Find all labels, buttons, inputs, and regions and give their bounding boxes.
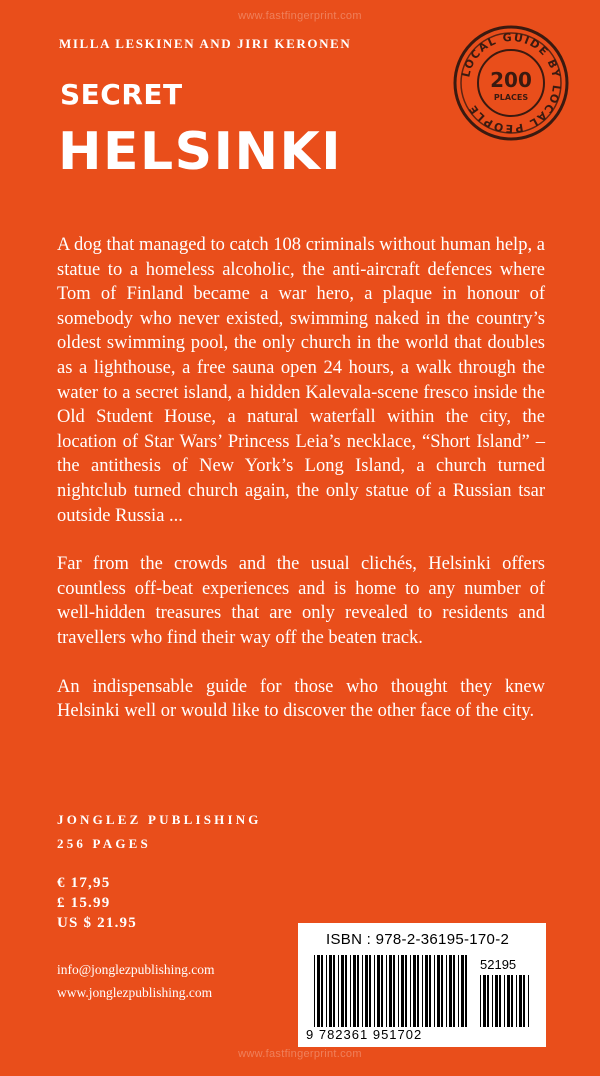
blurb — [57, 233, 545, 748]
isbn-number: ISBN : 978-2-36195-170-2 — [326, 931, 510, 948]
book-title: HELSINKI — [58, 122, 343, 182]
publisher-name: JONGLEZ PUBLISHING — [57, 812, 262, 827]
blurb-paragraph-3: An indispensable guide for those who thought they knew Helsinki well or would like to discover the other face of the city. — [57, 676, 545, 722]
price-code: 52195 — [480, 957, 517, 972]
ean-barcode-icon — [312, 955, 472, 1027]
price-barcode-icon — [478, 975, 534, 1027]
price-euro: € 17,95 — [57, 875, 111, 891]
price-pound: £ 15.99 — [57, 895, 111, 911]
stamp-count-label: PLACES — [493, 93, 529, 102]
blurb-paragraph-2: Far from the crowds and the usual clichés, Helsinki offers countless off-beat experiences and is home to any number of well-hidden treasures that are only revealed to residents and travellers who find their way off the beaten track. — [57, 554, 545, 648]
authors: MILLA LESKINEN AND JIRI KERONEN — [59, 36, 352, 51]
barcode-panel — [298, 923, 546, 1047]
page-count: 256 PAGES — [57, 836, 151, 851]
contact-website: www.jonglezpublishing.com — [57, 985, 213, 1000]
contact-email: info@jonglezpublishing.com — [57, 962, 215, 977]
price-usd: US $ 21.95 — [57, 915, 137, 931]
series-title: SECRET — [60, 78, 183, 111]
blurb-paragraph-1: A dog that managed to catch 108 criminals without human help, a statue to a homeless alcoholic, the anti-aircraft defences where Tom of Finland became a war hero, a plaque in honour of somebody who never existed, swimming naked in the country’s oldest swimming pool, the only church in the world that doubles as a lighthouse, a free sauna open 24 hours, a walk through the water to a secret island, a hidden Kalevala-scene fresco inside the Old Student House, a natural waterfall within the city, the location of Star Wars’ Princess Leia’s necklace, “Short Island” – the antithesis of New York’s Long Island, a church turned nightclub turned church again, the only statue of a Russian tsar outside Russia ... — [57, 235, 545, 526]
watermark-bottom: www.fastfingerprint.com — [238, 1048, 362, 1060]
stamp-count: 200 — [490, 68, 532, 92]
barcode-digits: 9 782361 951702 — [306, 1027, 423, 1042]
local-guide-stamp-icon — [452, 24, 570, 142]
stamp-ring-text: LOCAL GUIDE BY LOCAL PEOPLE — [459, 30, 564, 136]
watermark-top: www.fastfingerprint.com — [238, 10, 362, 22]
